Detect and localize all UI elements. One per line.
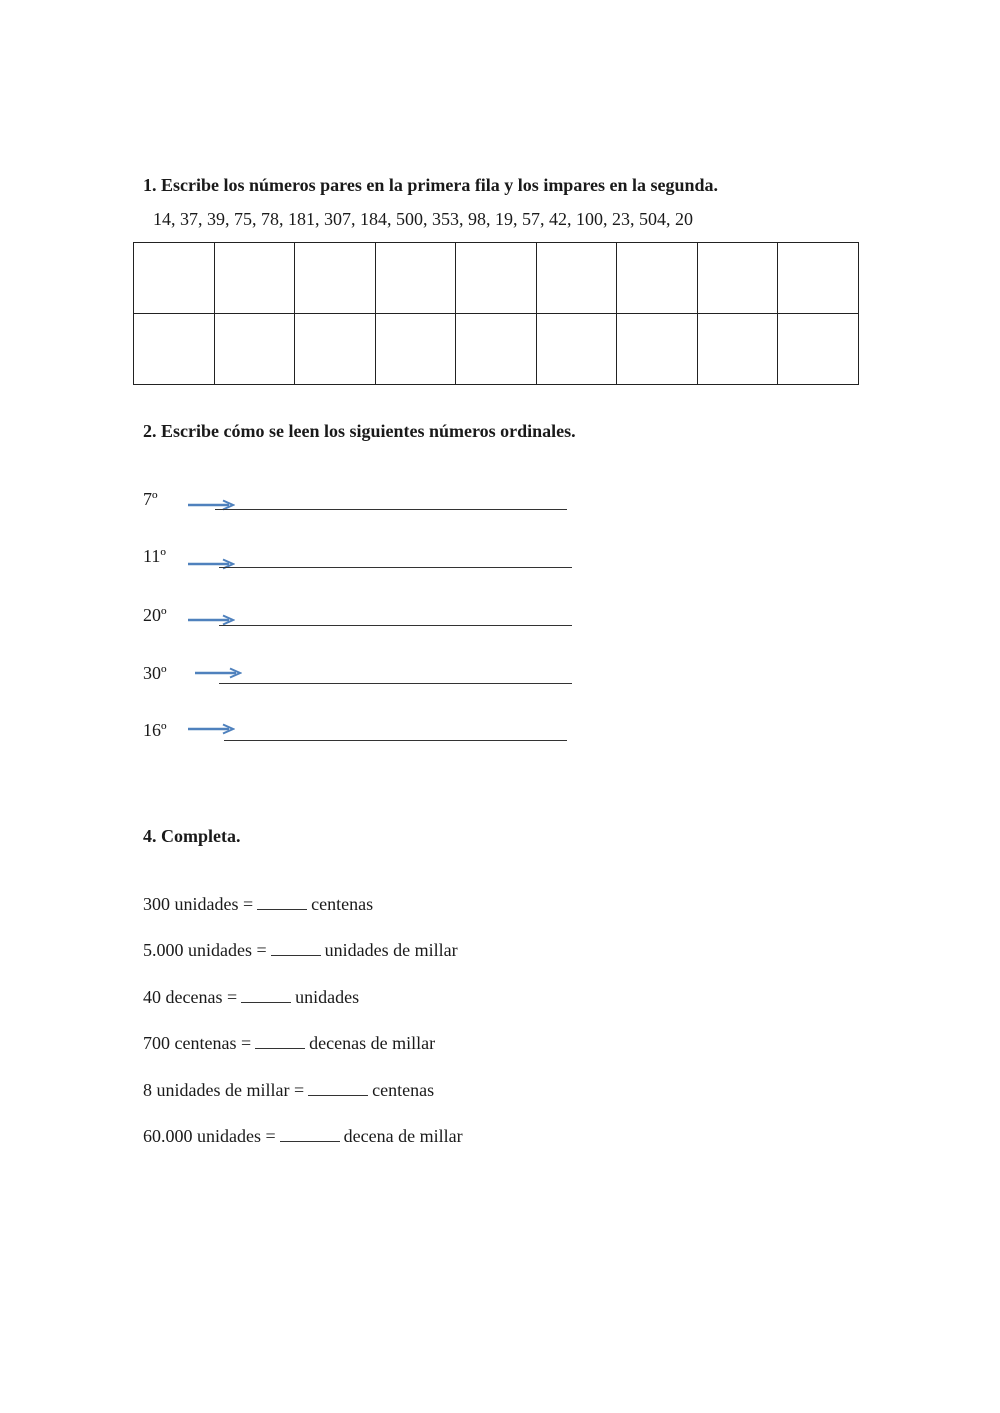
- number-list: 14, 37, 39, 75, 78, 181, 307, 184, 500, 353, 98, 19, 57, 42, 100, 23, 504, 20: [153, 209, 693, 229]
- answer-blank[interactable]: [255, 1047, 305, 1049]
- answer-blank[interactable]: [257, 908, 307, 910]
- ordinal-label: 7º: [143, 489, 158, 509]
- arrow-right-icon: [194, 667, 242, 679]
- conversion-right: decenas de millar: [309, 1033, 436, 1053]
- ordinal-answer-line[interactable]: [224, 740, 567, 741]
- table-cell[interactable]: [778, 243, 859, 314]
- ordinal-label: 11º: [143, 546, 166, 566]
- table-cell[interactable]: [375, 243, 456, 314]
- section2-title: 2. Escribe cómo se leen los siguientes números ordinales.: [143, 421, 576, 441]
- table-cell[interactable]: [697, 314, 778, 385]
- table-cell[interactable]: [214, 314, 295, 385]
- ordinal-answer-line[interactable]: [215, 509, 567, 510]
- table-cell[interactable]: [134, 243, 215, 314]
- table-cell[interactable]: [214, 243, 295, 314]
- conversion-item: [143, 1126, 463, 1147]
- conversion-right: centenas: [372, 1080, 435, 1100]
- conversion-item: [143, 987, 359, 1008]
- table-cell[interactable]: [617, 243, 698, 314]
- conversion-right: unidades: [295, 987, 360, 1007]
- ordinal-label: 20º: [143, 605, 167, 625]
- table-cell[interactable]: [536, 314, 617, 385]
- table-cell[interactable]: [778, 314, 859, 385]
- conversion-item: [143, 1080, 434, 1101]
- table-cell[interactable]: [456, 243, 537, 314]
- ordinal-answer-line[interactable]: [219, 567, 572, 568]
- conversion-left: 8 unidades de millar =: [143, 1080, 305, 1100]
- answer-blank[interactable]: [308, 1094, 368, 1096]
- table-cell[interactable]: [295, 314, 376, 385]
- table-cell[interactable]: [697, 243, 778, 314]
- table-cell[interactable]: [295, 243, 376, 314]
- conversion-right: decena de millar: [343, 1126, 463, 1146]
- section4-title: 4. Completa.: [143, 826, 241, 846]
- table-cell[interactable]: [536, 243, 617, 314]
- even-odd-table: [133, 242, 859, 385]
- answer-blank[interactable]: [271, 954, 321, 956]
- table-cell[interactable]: [456, 314, 537, 385]
- conversion-right: centenas: [311, 894, 374, 914]
- arrow-right-icon: [187, 723, 235, 735]
- table-row-even: [134, 243, 859, 314]
- conversion-left: 60.000 unidades =: [143, 1126, 276, 1146]
- answer-blank[interactable]: [241, 1001, 291, 1003]
- arrow-right-icon: [187, 558, 235, 570]
- conversion-item: [143, 940, 458, 961]
- conversion-left: 700 centenas =: [143, 1033, 252, 1053]
- table-cell[interactable]: [134, 314, 215, 385]
- ordinal-answer-line[interactable]: [219, 683, 572, 684]
- table-cell[interactable]: [375, 314, 456, 385]
- answer-blank[interactable]: [280, 1140, 340, 1142]
- conversion-left: 300 unidades =: [143, 894, 254, 914]
- section1-title: 1. Escribe los números pares en la primera fila y los impares en la segunda.: [143, 175, 719, 195]
- ordinal-label: 16º: [143, 720, 167, 740]
- conversion-item: [143, 894, 373, 915]
- conversion-left: 40 decenas =: [143, 987, 238, 1007]
- conversion-item: [143, 1033, 435, 1054]
- ordinal-label: 30º: [143, 663, 167, 683]
- ordinal-answer-line[interactable]: [219, 625, 572, 626]
- conversion-right: unidades de millar: [324, 940, 458, 960]
- conversion-left: 5.000 unidades =: [143, 940, 267, 960]
- table-row-odd: [134, 314, 859, 385]
- table-cell[interactable]: [617, 314, 698, 385]
